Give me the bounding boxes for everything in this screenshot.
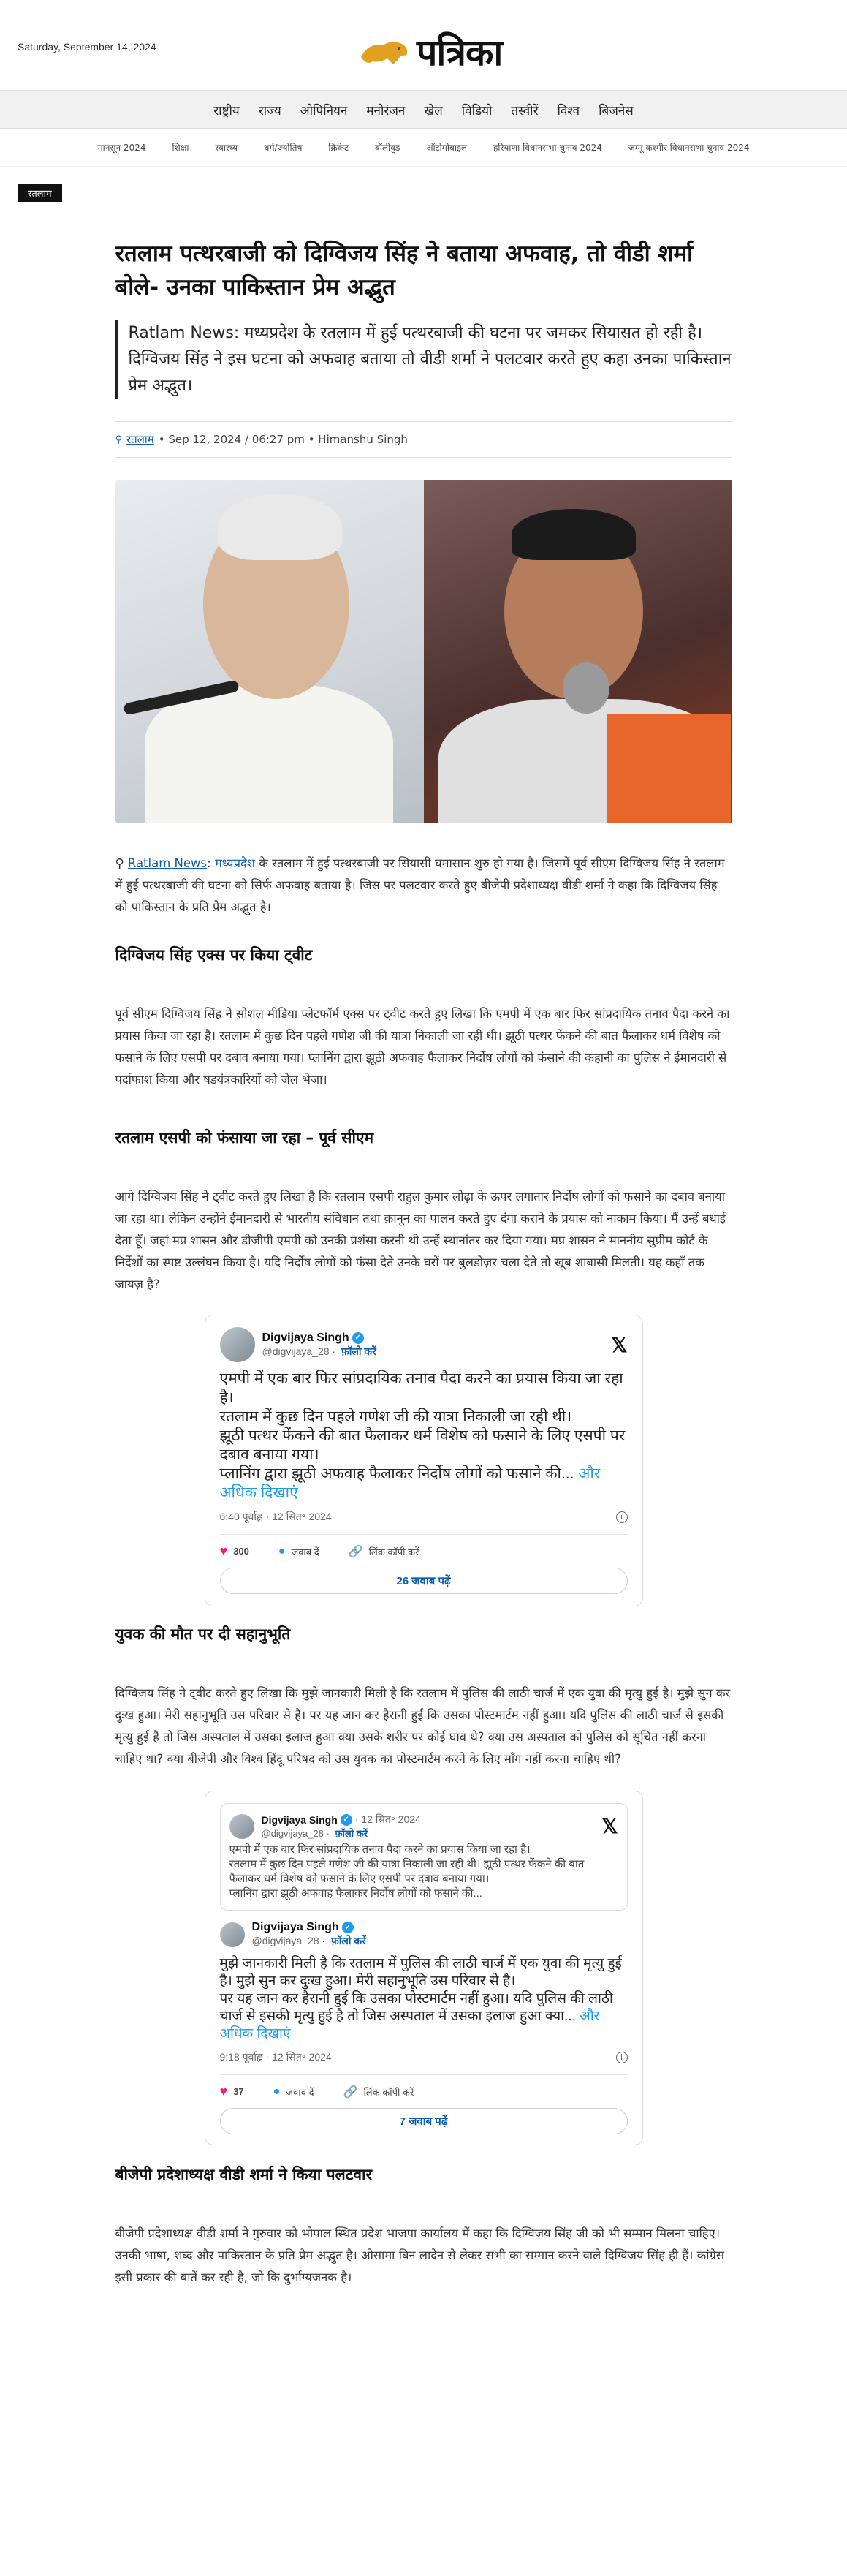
logo-text: पत्रिका — [417, 31, 503, 74]
sub-nav-item[interactable]: शिक्षा — [172, 143, 189, 153]
show-more-link[interactable]: और अधिक दिखाएं — [219, 2009, 600, 2041]
follow-link[interactable]: फ़ॉलो करें — [331, 1935, 366, 1946]
heart-icon: ♥ — [219, 1544, 228, 1558]
main-nav — [0, 91, 847, 129]
embedded-tweet[interactable] — [205, 1791, 643, 2145]
tweet-handle: @digvijaya_28 — [251, 1935, 319, 1946]
tweet-timestamp[interactable]: 6:40 पूर्वाह्न · 12 सित॰ 2024 — [219, 1511, 332, 1522]
section-heading: युवक की मौत पर दी सहानुभूति — [115, 1625, 291, 1643]
meta-location-link[interactable]: रतलाम — [126, 433, 154, 446]
sub-nav-item[interactable]: मानसून 2024 — [97, 143, 146, 153]
section-paragraph: आगे दिग्विजय सिंह ने ट्वीट करते हुए लिखा है कि रतलाम एसपी राहुल कुमार लोढ़ा के ऊपर लगातार निर्दोष लोगों को फसाने का दबाव बनाया जा रहा था। लेकिन उन्होंने ईमानदारी से भारतीय संविधान तथा क़ानून का पालन करते हुए दंगा कराने के प्रयास को नाकाम किया। मैं उन्हें बधाई देता हूँ। जहां मप्र शासन और डीजीपी एमपी को उनकी प्रशंसा करनी थी उन्हें स्थानांतर कर दिया गया। मप्र शासन ने माननीय सुप्रीम कोर्ट के निर्देशों का स्पष्ट उल्लंघन किया है। यदि निर्दोष लोगों को फंसा देते उनके घरों पर बुलडोज़र चला देते तो खूब शाबासी मिलती। यह कहाँ तक जायज़ है? — [115, 1190, 726, 1291]
verified-badge-icon: ✓ — [341, 1814, 352, 1826]
read-replies-button[interactable]: 26 जवाब पढ़ें — [220, 1568, 628, 1594]
tweet-header: Digvijaya Singh ✓ @digvijaya_28 · फ़ॉलो करें 𝕏 — [220, 1327, 628, 1362]
info-icon[interactable]: i — [616, 1511, 628, 1523]
info-icon[interactable]: i — [616, 2052, 628, 2063]
avatar[interactable] — [229, 1814, 254, 1839]
embedded-tweet[interactable] — [205, 1315, 643, 1606]
tweet-header: Digvijaya Singh ✓ @digvijaya_28 · फ़ॉलो करें — [220, 1921, 628, 1948]
section-tag[interactable]: रतलाम — [18, 184, 62, 202]
section-heading: रतलाम एसपी को फंसाया जा रहा – पूर्व सीएम — [115, 1129, 374, 1147]
main-nav-item[interactable]: बिजनेस — [599, 103, 634, 118]
avatar[interactable] — [220, 1327, 255, 1362]
reply-button[interactable]: ● जवाब दें — [273, 2085, 314, 2098]
hero-image-left-portrait — [115, 480, 424, 823]
sub-nav-item[interactable]: जम्मू कश्मीर विधानसभा चुनाव 2024 — [628, 143, 750, 153]
sub-nav-item[interactable]: ऑटोमोबाइल — [426, 143, 468, 153]
site-header — [0, 0, 847, 91]
follow-link[interactable]: फ़ॉलो करें — [335, 1828, 368, 1839]
quoted-tweet-text: एमपी में एक बार फिर सांप्रदायिक तनाव पैदा करने का प्रयास किया जा रहा है। रतलाम में कुछ दिन पहले गणेश जी की यात्रा निकाली जा रही थी। झूठी पत्थर फेंकने की बात फैलाकर धर्म विशेष को फसाने के लिए एसपी पर दबाव बनाया गया। प्लानिंग द्वारा झूठी अफवाह फैलाकर निर्दोष लोगों को फसाने की... — [229, 1843, 585, 1900]
section-paragraph: पूर्व सीएम दिग्विजय सिंह ने सोशल मीडिया प्लेटफॉर्म एक्स पर ट्वीट करते हुए लिखा कि एमपी में एक बार फिर सांप्रदायिक तनाव पैदा करने का प्रयास किया जा रहा है। रतलाम में कुछ दिन पहले गणेश जी की यात्रा निकाली जा रही थी। झूठी पत्थर फेंकने की बात फैलाकर धर्म विशेष को फसाने के लिए एसपी पर दबाव बनाया गया। प्लानिंग द्वारा झूठी अफवाह फैलाकर निर्दोष लोगों को फंसाने की कहानी का पुलिस ने ईमानदारी से पर्दाफाश किया और षडयंत्रकारियों को जेल भेजा। — [115, 1007, 730, 1087]
sub-nav-item[interactable]: स्वास्थ्य — [215, 143, 238, 153]
lion-logo-icon — [358, 35, 411, 67]
read-replies-button[interactable]: 7 जवाब पढ़ें — [220, 2108, 628, 2134]
main-nav-item[interactable]: खेल — [424, 103, 443, 118]
article-title: रतलाम पत्थरबाजी को दिग्विजय सिंह ने बताया अफवाह, तो वीडी शर्मा बोले- उनका पाकिस्तान प्रेम अद्भुत — [115, 241, 694, 301]
tweet-handle: @digvijaya_28 — [262, 1345, 330, 1357]
article-meta — [115, 421, 732, 458]
sub-nav-item[interactable]: धर्म/ज्योतिष — [264, 143, 303, 153]
verified-badge-icon: ✓ — [342, 1922, 354, 1933]
lead-paragraph: ⚲ Ratlam News: मध्यप्रदेश के रतलाम में हुई पत्थरबाजी पर सियासी घमासान शुरु हो गया है। जिसमें पूर्व सीएम दिग्विजय सिंह ने रतलाम में हुई पत्थरबाजी की घटना को सिर्फ अफवाह बताया है। जिस पर पलटवार करते हुए बीजेपी प्रदेशाध्यक्ष वीडी शर्मा ने कहा कि दिग्विजय सिंह को पाकिस्तान के प्रति प्रेम अद्भुत है। — [115, 856, 725, 914]
tweet-text: मुझे जानकारी मिली है कि रतलाम में पुलिस की लाठी चार्ज में एक युवा की मृत्यु हुई है। मुझे सुन कर दुःख हुआ। मेरी सहानुभूति उस परिवार से है। पर यह जान कर हैरानी हुई कि उसका पोस्टमार्टम नहीं हुआ। यदि पुलिस की लाठी चार्ज से इसकी मृत्यु हुई है तो जिस अस्पताल में उसका इलाज हुआ क्या... और अधिक दिखाएं — [219, 1956, 622, 2041]
follow-link[interactable]: फ़ॉलो करें — [341, 1345, 376, 1357]
tweet-author-name[interactable]: Digvijaya Singh — [262, 1331, 349, 1344]
sub-nav-item[interactable]: क्रिकेट — [328, 143, 349, 153]
main-nav-item[interactable]: मनोरंजन — [366, 103, 406, 118]
link-icon: 🔗 — [348, 1545, 363, 1558]
header-date: Saturday, September 14, 2024 — [18, 41, 156, 53]
tweet-actions — [220, 1534, 628, 1559]
sub-nav-item[interactable]: हरियाणा विधानसभा चुनाव 2024 — [493, 143, 602, 153]
sub-nav — [0, 129, 847, 167]
article-summary: Ratlam News: मध्यप्रदेश के रतलाम में हुई पत्थरबाजी की घटना पर जमकर सियासत हो रही है। दिग्विजय सिंह ने इस घटना को अफवाह बताया तो वीडी शर्मा ने पलटवार करते हुए कहा उनका पाकिस्तान प्रेम अद्भुत। — [115, 320, 732, 399]
show-more-link[interactable]: और अधिक दिखाएं — [219, 1465, 601, 1501]
verified-badge-icon: ✓ — [352, 1332, 364, 1344]
link-icon: 🔗 — [343, 2085, 358, 2099]
reply-bubble-icon: ● — [273, 2085, 281, 2098]
x-logo-icon[interactable]: 𝕏 — [610, 1333, 628, 1356]
meta-date-author: • Sep 12, 2024 / 06:27 pm • Himanshu Singh — [158, 433, 408, 446]
copy-link-button[interactable]: 🔗 लिंक कॉपी करें — [348, 1545, 419, 1558]
section-paragraph: बीजेपी प्रदेशाध्यक्ष वीडी शर्मा ने गुरुवार को भोपाल स्थित प्रदेश भाजपा कार्यालय में कहा कि दिग्विजय सिंह जी को भी सम्मान मिलना चाहिए। उनकी भाषा, शब्द और पाकिस्तान के प्रति प्रेम अद्भुत है। ओसामा बिन लादेन से लेकर सभी का सम्मान करने वाले दिग्विजय सिंह ही हैं। कांग्रेस इसी प्रकार की बातें कर रही है, जो कि दुर्भाग्यजनक है। — [115, 2226, 725, 2284]
hero-image — [115, 480, 732, 823]
tweet-actions — [220, 2074, 628, 2099]
tweet-author-name[interactable]: Digvijaya Singh — [251, 1921, 339, 1933]
main-nav-item[interactable]: विडियो — [461, 103, 493, 118]
tweet-timestamp[interactable]: 9:18 पूर्वाह्न · 12 सित॰ 2024 — [219, 2051, 332, 2063]
section-heading: बीजेपी प्रदेशाध्यक्ष वीडी शर्मा ने किया पलटवार — [115, 2166, 373, 2183]
lead-label-link[interactable]: Ratlam News — [127, 856, 208, 870]
main-nav-item[interactable]: विश्व — [557, 103, 580, 118]
reply-button[interactable]: ● जवाब दें — [278, 1544, 319, 1557]
main-nav-item[interactable]: ओपिनियन — [300, 103, 348, 118]
site-logo[interactable] — [358, 26, 502, 76]
location-pin-icon: ⚲ — [115, 856, 124, 870]
hero-image-right-portrait — [424, 480, 732, 823]
main-nav-item[interactable]: तस्वीरें — [511, 103, 539, 118]
main-nav-item[interactable]: राष्ट्रीय — [213, 103, 240, 118]
quote-date: · 12 सित॰ 2024 — [354, 1813, 421, 1825]
quoted-tweet[interactable]: Digvijaya Singh ✓ · 12 सित॰ 2024 @digvijaya_28 · फ़ॉलो करें 𝕏 एमपी में एक बार फिर सांप्रदायिक तनाव पैदा करने का प्रयास किया जा रहा है। रतलाम में कुछ दिन पहले गणेश जी की यात्रा निकाली जा रही थी। झूठी पत्थर फेंकने की बात फैलाकर धर्म विशेष को फसाने के लिए एसपी पर दबाव बनाया गया। प्लानिंग द्वारा झूठी अफवाह फैलाकर निर्दोष लोगों को फसाने की... — [220, 1803, 628, 1911]
section-heading: दिग्विजय सिंह एक्स पर किया ट्वीट — [115, 946, 313, 964]
heart-icon: ♥ — [219, 2084, 228, 2099]
avatar[interactable] — [220, 1922, 245, 1947]
like-button[interactable]: ♥ 300 — [219, 1544, 249, 1558]
tweet-author-name[interactable]: Digvijaya Singh — [261, 1813, 338, 1826]
copy-link-button[interactable]: 🔗 लिंक कॉपी करें — [343, 2085, 414, 2099]
location-pin-icon: ⚲ — [115, 434, 123, 445]
main-nav-item[interactable]: राज्य — [258, 103, 281, 118]
tweet-text: एमपी में एक बार फिर सांप्रदायिक तनाव पैदा करने का प्रयास किया जा रहा है। रतलाम में कुछ दिन पहले गणेश जी की यात्रा निकाली जा रही थी। झूठी पत्थर फेंकने की बात फैलाकर धर्म विशेष को फसाने के लिए एसपी पर दबाव बनाया गया। प्लानिंग द्वारा झूठी अफवाह फैलाकर निर्दोष लोगों को फसाने की... और अधिक दिखाएं — [219, 1370, 626, 1501]
sub-nav-item[interactable]: बॉलीवुड — [375, 143, 400, 153]
like-button[interactable]: ♥ 37 — [219, 2084, 244, 2099]
section-paragraph: दिग्विजय सिंह ने ट्वीट करते हुए लिखा कि मुझे जानकारी मिली है कि रतलाम में पुलिस की लाठी चार्ज में एक युवा की मृत्यु हुई है। मुझे सुन कर दुःख हुआ। मेरी सहानुभूति उस परिवार से है। पर यह जान कर हैरानी हुई कि उसका पोस्टमार्टम नहीं हुआ। यदि पुलिस की लाठी चार्ज से इसकी मृत्यु हुई है तो जिस अस्पताल में उसका इलाज हुआ क्या उसके शरीर पर कोई घाव थे? क्या उस अस्पताल को पुलिस को सूचित नहीं करना चाहिए था? क्या बीजेपी और विश्व हिंदू परिषद को उस युवक का पोस्टमार्टम करने के लिए माँग नहीं करना चाहिए थी? — [115, 1686, 731, 1766]
reply-bubble-icon: ● — [278, 1544, 286, 1557]
lead-state-link[interactable]: मध्यप्रदेश — [214, 856, 255, 870]
x-logo-icon[interactable]: 𝕏 — [601, 1815, 618, 1837]
article — [115, 237, 732, 2289]
tweet-handle: @digvijaya_28 — [261, 1828, 324, 1839]
lead-text: के रतलाम में हुई पत्थरबाजी पर सियासी घमासान शुरु हो गया है। जिसमें पूर्व सीएम दिग्विजय सिंह ने रतलाम में हुई पत्थरबाजी की घटना को सिर्फ अफवाह बताया है। जिस पर पलटवार करते हुए बीजेपी प्रदेशाध्यक्ष वीडी शर्मा ने कहा कि दिग्विजय सिंह को पाकिस्तान के प्रति प्रेम अद्भुत है। — [115, 856, 725, 914]
